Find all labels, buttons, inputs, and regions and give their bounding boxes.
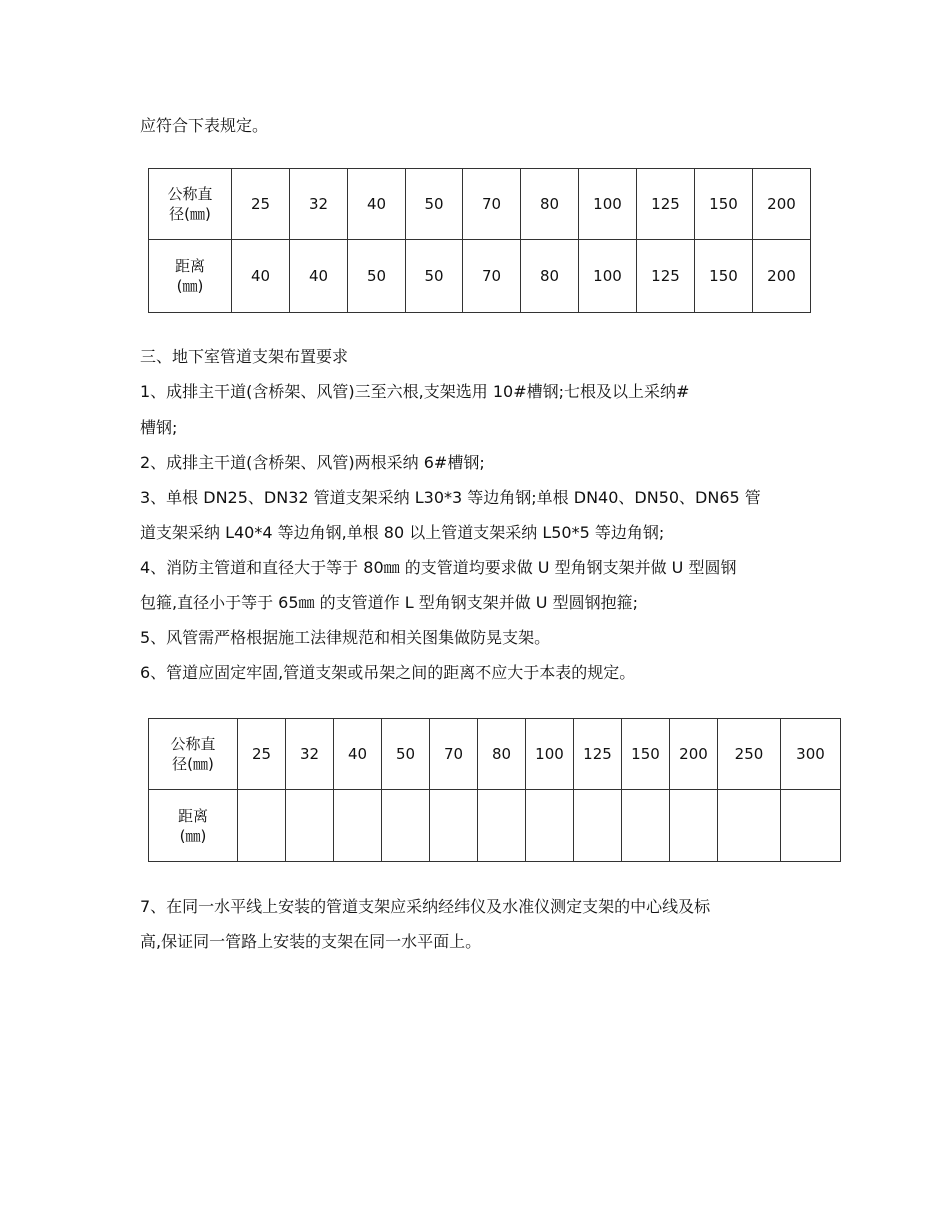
table2-header-line1: 公称直 xyxy=(170,735,216,753)
table1-row2-header-cell xyxy=(149,240,232,313)
table2-diameter-cell: 200 xyxy=(670,719,718,790)
table2-diameter-cell: 40 xyxy=(334,719,382,790)
table2-diameter-row xyxy=(149,719,841,790)
table1-header-line2: 径(㎜) xyxy=(169,205,211,224)
table2-diameter-cell: 50 xyxy=(382,719,430,790)
paragraph-5: 5、风管需严格根据施工法律规范和相关图集做防晃支架。 xyxy=(140,628,551,647)
table2-distance-cell xyxy=(670,790,718,862)
intro-text: 应符合下表规定。 xyxy=(140,116,269,135)
table1-distance-cell: 70 xyxy=(463,240,521,313)
table2-diameter-cell: 150 xyxy=(622,719,670,790)
paragraph-4-line-2: 包箍,直径小于等于 65㎜ 的支管道作 L 型角钢支架并做 U 型圆钢抱箍; xyxy=(140,593,638,612)
table1-distance-cell: 125 xyxy=(637,240,695,313)
table2-distance-cell xyxy=(238,790,286,862)
table2-distance-cell xyxy=(622,790,670,862)
table2-diameter-cell: 32 xyxy=(286,719,334,790)
table1-diameter-row xyxy=(149,169,811,240)
table1-diameter-cell: 100 xyxy=(579,169,637,240)
table2-distance-cell xyxy=(382,790,430,862)
paragraph-1-line-2: 槽钢; xyxy=(140,418,178,437)
table1-distance-row xyxy=(149,240,811,313)
table1-distance-cell: 50 xyxy=(348,240,406,313)
table2-distance-cell xyxy=(718,790,781,862)
paragraph-7-line-2: 高,保证同一管路上安装的支架在同一水平面上。 xyxy=(140,932,482,951)
table1-header-cell xyxy=(149,169,232,240)
table1-distance-cell: 50 xyxy=(406,240,463,313)
table1-row2-line2: (㎜) xyxy=(176,277,204,296)
table1-diameter-cell: 32 xyxy=(290,169,348,240)
table2-row2-line2: (㎜) xyxy=(179,826,207,845)
table1-diameter-cell: 150 xyxy=(695,169,753,240)
paragraph-7-line-1: 7、在同一水平线上安装的管道支架应采纳经纬仪及水准仪测定支架的中心线及标 xyxy=(140,897,711,916)
spacing-table-1 xyxy=(148,168,811,313)
table2-diameter-cell: 70 xyxy=(430,719,478,790)
paragraph-6: 6、管道应固定牢固,管道支架或吊架之间的距离不应大于本表的规定。 xyxy=(140,663,636,682)
table1-distance-cell: 80 xyxy=(521,240,579,313)
table2-distance-cell xyxy=(781,790,841,862)
paragraph-1-line-1: 1、成排主干道(含桥架、风管)三至六根,支架选用 10#槽钢;七根及以上采纳# xyxy=(140,382,690,401)
table2-diameter-cell: 250 xyxy=(718,719,781,790)
table1-diameter-cell: 70 xyxy=(463,169,521,240)
table1-diameter-cell: 80 xyxy=(521,169,579,240)
table1-distance-cell: 100 xyxy=(579,240,637,313)
table2-distance-row xyxy=(149,790,841,862)
table1-diameter-cell: 25 xyxy=(232,169,290,240)
section-title: 三、地下室管道支架布置要求 xyxy=(140,347,349,366)
table2-diameter-cell: 80 xyxy=(478,719,526,790)
table2-diameter-cell: 300 xyxy=(781,719,841,790)
table1-diameter-cell: 50 xyxy=(406,169,463,240)
table1-row2-line1: 距离 xyxy=(174,257,205,276)
table1-diameter-cell: 125 xyxy=(637,169,695,240)
table2-distance-cell xyxy=(526,790,574,862)
table2-distance-cell xyxy=(430,790,478,862)
table2-diameter-cell: 100 xyxy=(526,719,574,790)
paragraph-4-line-1: 4、消防主管道和直径大于等于 80㎜ 的支管道均要求做 U 型角钢支架并做 U 型圆钢 xyxy=(140,558,737,577)
paragraph-3-line-1: 3、单根 DN25、DN32 管道支架采纳 L30*3 等边角钢;单根 DN40、DN50、DN65 管 xyxy=(140,488,761,507)
paragraph-2: 2、成排主干道(含桥架、风管)两根采纳 6#槽钢; xyxy=(140,453,485,472)
table1-header-line1: 公称直 xyxy=(167,185,213,204)
table2-distance-cell xyxy=(334,790,382,862)
table1-distance-cell: 200 xyxy=(753,240,811,313)
spacing-table-2 xyxy=(148,718,841,862)
table1-diameter-cell: 40 xyxy=(348,169,406,240)
table2-distance-cell xyxy=(574,790,622,862)
table2-distance-cell xyxy=(286,790,334,862)
table1-distance-cell: 150 xyxy=(695,240,753,313)
table1-distance-cell: 40 xyxy=(290,240,348,313)
table2-row2-line1: 距离 xyxy=(177,806,208,825)
table2-distance-cell xyxy=(478,790,526,862)
table2-row2-header-cell xyxy=(149,790,238,862)
table2-header-cell xyxy=(149,719,238,790)
table2-header-line2: 径(㎜) xyxy=(172,755,214,773)
table1-diameter-cell: 200 xyxy=(753,169,811,240)
table2-diameter-cell: 25 xyxy=(238,719,286,790)
paragraph-3-line-2: 道支架采纳 L40*4 等边角钢,单根 80 以上管道支架采纳 L50*5 等边角钢; xyxy=(140,523,665,542)
table2-diameter-cell: 125 xyxy=(574,719,622,790)
table1-distance-cell: 40 xyxy=(232,240,290,313)
